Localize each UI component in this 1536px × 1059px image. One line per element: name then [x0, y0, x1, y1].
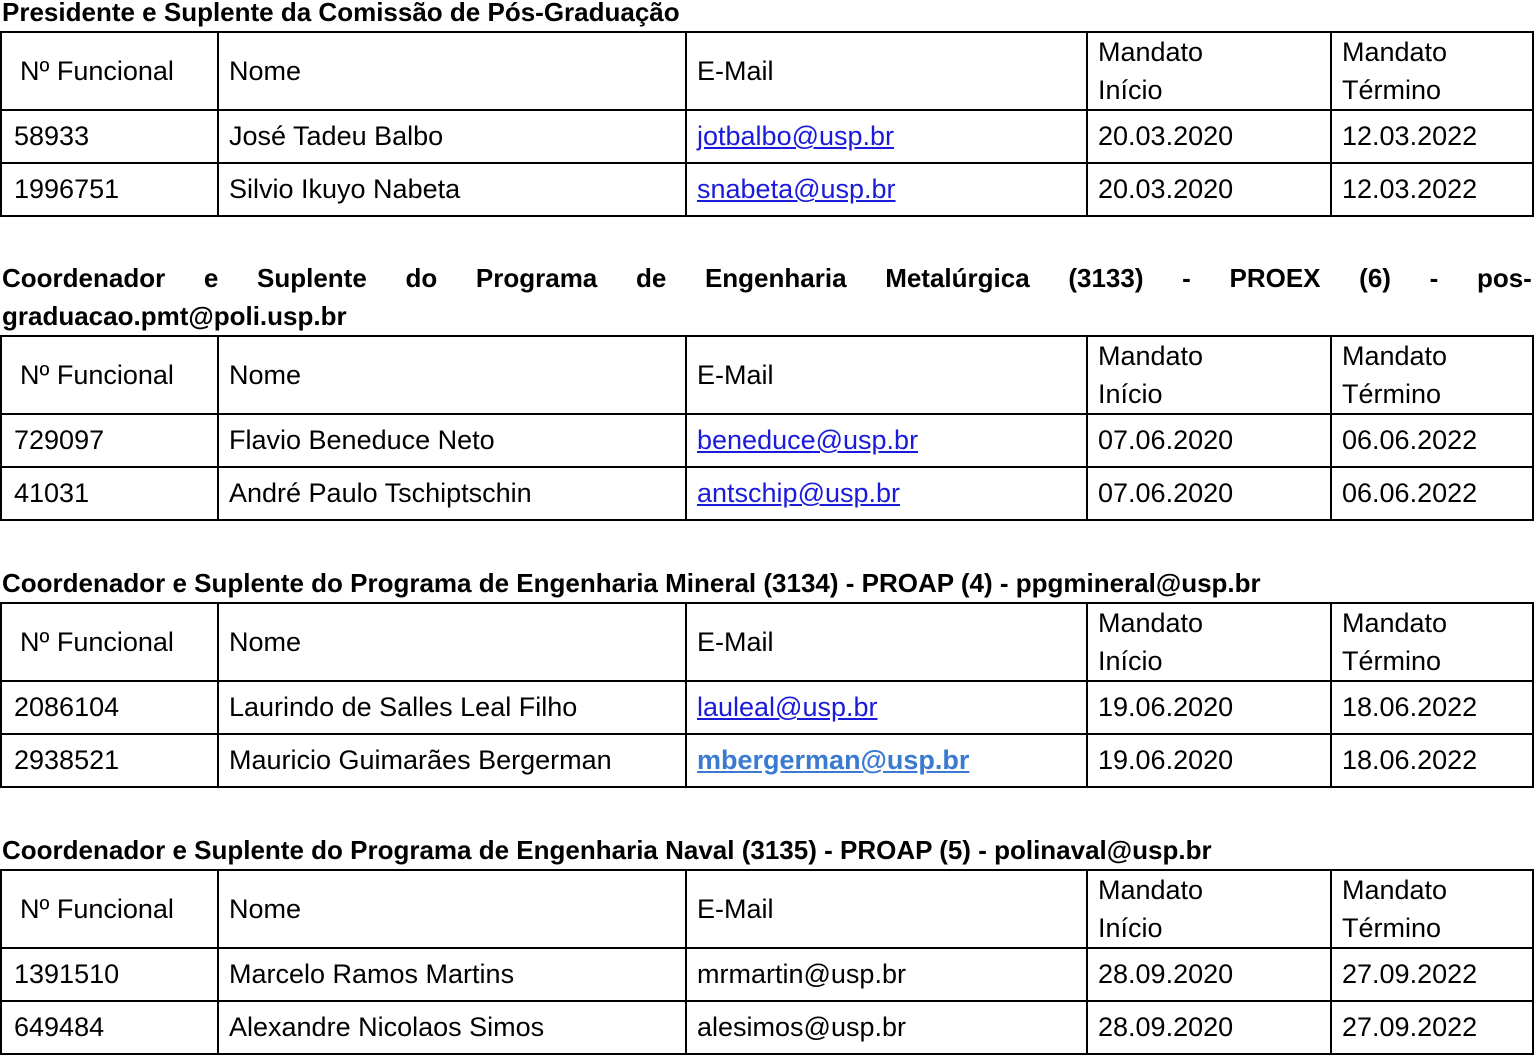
- cell-email[interactable]: [686, 110, 1087, 163]
- table-row: [1, 110, 1533, 163]
- header-nome: Nome: [218, 336, 686, 414]
- section-naval: [0, 831, 1532, 1055]
- cell-nome: Silvio Ikuyo Nabeta: [218, 163, 686, 216]
- cell-inicio: 07.06.2020: [1087, 467, 1331, 520]
- header-termino: Mandato Término: [1331, 603, 1533, 681]
- email-link[interactable]: lauleal@usp.br: [697, 692, 878, 722]
- email-link[interactable]: snabeta@usp.br: [697, 174, 896, 204]
- header-termino: Mandato Término: [1331, 32, 1533, 110]
- table-row: [1, 414, 1533, 467]
- table-row: [1, 734, 1533, 787]
- cell-termino: 27.09.2022: [1331, 1001, 1533, 1054]
- header-inicio: Mandato Início: [1087, 32, 1331, 110]
- section-mineral: [0, 564, 1532, 788]
- cell-email: [686, 1001, 1087, 1054]
- cell-email[interactable]: [686, 681, 1087, 734]
- cell-inicio: 19.06.2020: [1087, 734, 1331, 787]
- cell-nome: Marcelo Ramos Martins: [218, 948, 686, 1001]
- members-table: [0, 602, 1534, 788]
- header-funcional: Nº Funcional: [1, 32, 218, 110]
- cell-nome: Laurindo de Salles Leal Filho: [218, 681, 686, 734]
- section-heading: Coordenador e Suplente do Programa de Engenharia Metalúrgica (3133) - PROEX (6) - pos-: [2, 263, 1532, 293]
- members-table: [0, 335, 1534, 521]
- table-header-row: [1, 603, 1533, 681]
- section-heading: Coordenador e Suplente do Programa de Engenharia Naval (3135) - PROAP (5) - polinaval@usp.br: [2, 835, 1212, 865]
- table-row: [1, 681, 1533, 734]
- cell-inicio: 20.03.2020: [1087, 163, 1331, 216]
- header-nome: Nome: [218, 32, 686, 110]
- section-metalurgica: [0, 259, 1532, 521]
- section-heading: Coordenador e Suplente do Programa de Engenharia Mineral (3134) - PROAP (4) - ppgmineral@usp.br: [2, 568, 1261, 598]
- header-inicio: Mandato Início: [1087, 603, 1331, 681]
- cell-nome: Mauricio Guimarães Bergerman: [218, 734, 686, 787]
- email-text: alesimos@usp.br: [697, 1012, 906, 1042]
- section-heading-line2: graduacao.pmt@poli.usp.br: [2, 301, 347, 331]
- cell-funcional: 649484: [1, 1001, 218, 1054]
- header-inicio: Mandato Início: [1087, 870, 1331, 948]
- cell-termino: 27.09.2022: [1331, 948, 1533, 1001]
- cell-nome: José Tadeu Balbo: [218, 110, 686, 163]
- cell-email[interactable]: [686, 163, 1087, 216]
- cell-inicio: 28.09.2020: [1087, 948, 1331, 1001]
- cell-nome: André Paulo Tschiptschin: [218, 467, 686, 520]
- cell-email[interactable]: [686, 734, 1087, 787]
- table-row: [1, 1001, 1533, 1054]
- table-row: [1, 163, 1533, 216]
- email-link[interactable]: mbergerman@usp.br: [697, 745, 970, 775]
- table-row: [1, 467, 1533, 520]
- cell-inicio: 07.06.2020: [1087, 414, 1331, 467]
- header-termino: Mandato Término: [1331, 870, 1533, 948]
- header-funcional: Nº Funcional: [1, 603, 218, 681]
- email-link[interactable]: antschip@usp.br: [697, 478, 901, 508]
- cell-nome: Flavio Beneduce Neto: [218, 414, 686, 467]
- cell-funcional: 1996751: [1, 163, 218, 216]
- cell-termino: 12.03.2022: [1331, 163, 1533, 216]
- header-email: E-Mail: [686, 870, 1087, 948]
- cell-termino: 06.06.2022: [1331, 414, 1533, 467]
- members-table: [0, 869, 1534, 1055]
- cell-inicio: 20.03.2020: [1087, 110, 1331, 163]
- section-heading: Presidente e Suplente da Comissão de Pós-Graduação: [2, 0, 680, 27]
- header-funcional: Nº Funcional: [1, 336, 218, 414]
- cell-funcional: 41031: [1, 467, 218, 520]
- cell-inicio: 28.09.2020: [1087, 1001, 1331, 1054]
- header-inicio: Mandato Início: [1087, 336, 1331, 414]
- cell-termino: 18.06.2022: [1331, 734, 1533, 787]
- header-email: E-Mail: [686, 603, 1087, 681]
- email-text: mrmartin@usp.br: [697, 959, 906, 989]
- cell-termino: 06.06.2022: [1331, 467, 1533, 520]
- header-email: E-Mail: [686, 32, 1087, 110]
- cell-funcional: 2938521: [1, 734, 218, 787]
- header-email: E-Mail: [686, 336, 1087, 414]
- table-header-row: [1, 32, 1533, 110]
- table-row: [1, 948, 1533, 1001]
- cell-nome: Alexandre Nicolaos Simos: [218, 1001, 686, 1054]
- cell-funcional: 1391510: [1, 948, 218, 1001]
- cell-termino: 18.06.2022: [1331, 681, 1533, 734]
- header-funcional: Nº Funcional: [1, 870, 218, 948]
- cell-inicio: 19.06.2020: [1087, 681, 1331, 734]
- cell-funcional: 58933: [1, 110, 218, 163]
- cell-email[interactable]: [686, 467, 1087, 520]
- section-comissao: [0, 0, 1532, 217]
- table-header-row: [1, 336, 1533, 414]
- cell-funcional: 2086104: [1, 681, 218, 734]
- email-link[interactable]: jotbalbo@usp.br: [697, 121, 895, 151]
- cell-email[interactable]: [686, 414, 1087, 467]
- members-table: [0, 31, 1534, 217]
- header-termino: Mandato Término: [1331, 336, 1533, 414]
- cell-funcional: 729097: [1, 414, 218, 467]
- cell-termino: 12.03.2022: [1331, 110, 1533, 163]
- table-header-row: [1, 870, 1533, 948]
- header-nome: Nome: [218, 870, 686, 948]
- email-link[interactable]: beneduce@usp.br: [697, 425, 919, 455]
- cell-email: [686, 948, 1087, 1001]
- header-nome: Nome: [218, 603, 686, 681]
